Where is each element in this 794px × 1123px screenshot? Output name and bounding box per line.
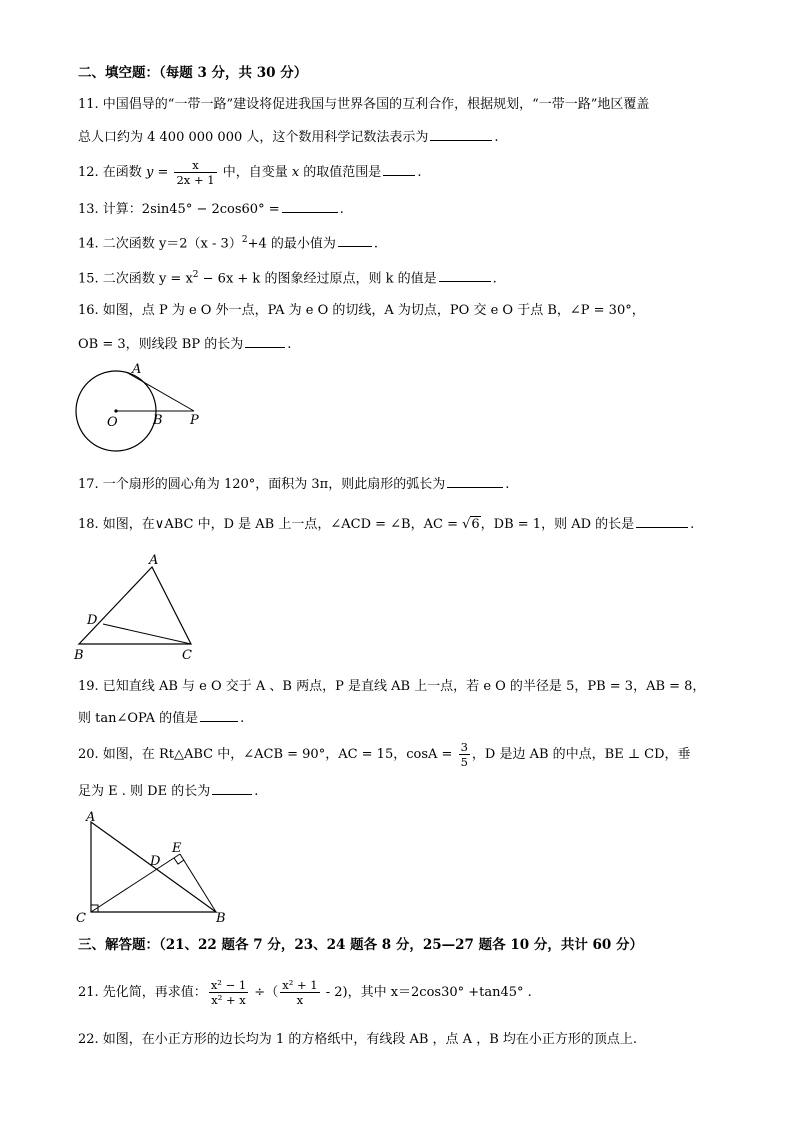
q12-end: . — [417, 165, 422, 180]
q11-line-2 — [78, 128, 499, 147]
q18-text-b: ，DB = 1，则 AD 的长是 — [480, 517, 635, 532]
answer-blank — [245, 335, 285, 348]
q19-line-1: 19. 已知直线 AB 与 e O 交于 A 、B 两点，P 是直线 AB 上一点，若 e O 的半径是 5，PB = 3，AB = 8， — [78, 679, 706, 694]
label-a: A — [86, 810, 96, 825]
q15-text-a: 15. 二次函数 y = x — [78, 271, 193, 287]
q12-var-x: x — [291, 165, 300, 180]
q21-prefix: 21. 先化简，再求值： — [78, 985, 207, 1000]
answer-blank — [439, 269, 491, 282]
answer-blank — [212, 782, 252, 795]
figure-triangle-abc — [70, 548, 210, 663]
q20-fraction — [459, 740, 470, 769]
q20-text-c: 足为 E . 则 DE 的长为 — [78, 784, 211, 799]
q20-text-a: 20. 如图，在 Rt△ABC 中，∠ACB = 90°，AC = 15，cosA = — [78, 747, 457, 762]
answer-blank — [636, 515, 688, 528]
q13-line — [78, 200, 344, 219]
q15-text-b: − 6x + k 的图象经过原点，则 k 的值是 — [198, 271, 437, 287]
q15-end: . — [492, 271, 497, 287]
label-c: C — [182, 648, 192, 663]
q16-line-2 — [78, 335, 291, 354]
q12-frac-num: x — [174, 158, 216, 173]
q19-end: . — [240, 711, 245, 726]
q21-f1-den: x² + x — [211, 993, 246, 1007]
label-a: A — [132, 362, 142, 377]
label-d: D — [150, 854, 161, 869]
q16-text: OB = 3，则线段 BP 的长为 — [78, 337, 244, 352]
answer-blank — [447, 475, 503, 488]
q14-text-a: 14. 二次函数 y＝2（x - 3） — [78, 236, 242, 252]
q17-text: 17. 一个扇形的圆心角为 120°，面积为 3π，则此扇形的弧长为 — [78, 477, 446, 492]
q12-line — [78, 158, 421, 188]
q20-line-2 — [78, 782, 258, 801]
q12-eq: = — [153, 165, 173, 180]
q20-frac-num: 3 — [460, 740, 468, 754]
label-e: E — [172, 841, 182, 856]
label-d: D — [87, 613, 98, 628]
q17-end: . — [505, 477, 510, 492]
q18-text-a: 18. 如图，在∨ABC 中，D 是 AB 上一点，∠ACD = ∠B，AC = — [78, 517, 463, 532]
q20-line-1 — [78, 738, 691, 772]
label-b: B — [74, 648, 84, 663]
q21-div: ÷（ — [250, 985, 279, 1000]
answer-blank — [430, 128, 492, 141]
q15-line — [78, 266, 497, 288]
answer-blank — [200, 709, 238, 722]
answer-blank — [383, 163, 415, 176]
q11-end: . — [494, 130, 499, 145]
q11-line-1: 11. 中国倡导的“一带一路”建设将促进我国与世界各国的互利合作，根据规划，“一带一路”地区覆盖 — [78, 97, 650, 112]
figure-right-triangle — [72, 808, 242, 923]
segment-ce — [91, 854, 180, 912]
section-2-title: 二、填空题：（每题 3 分，共 30 分） — [78, 65, 308, 81]
q21-fraction-2 — [280, 978, 319, 1007]
q14-sup: 2 — [241, 235, 248, 245]
q12-var-y: y — [145, 165, 154, 180]
q12-mid: 中，自变量 — [218, 165, 292, 180]
q21-line — [78, 975, 532, 1011]
section-3-title: 三、解答题：（21、22 题各 7 分，23、24 题各 8 分，25—27 题各 10 分，共计 60 分） — [78, 937, 644, 953]
q11-text: 总人口约为 4 400 000 000 人，这个数用科学记数法表示为 — [78, 130, 429, 145]
triangle-abc — [79, 567, 191, 644]
q16-end: . — [287, 337, 292, 352]
q12-fraction — [174, 158, 216, 187]
q21-fraction-1 — [209, 978, 248, 1007]
label-p: P — [190, 413, 199, 428]
q14-text-b: +4 的最小值为 — [247, 236, 336, 252]
segment-cd — [103, 624, 191, 644]
q21-suffix: - 2)，其中 x＝2cos30° +tan45° . — [321, 985, 532, 1000]
q14-end: . — [373, 236, 378, 252]
q14-line — [78, 231, 378, 253]
q15-sup: 2 — [192, 270, 199, 280]
tangent-pa — [126, 372, 194, 411]
label-o: O — [107, 415, 118, 430]
q16-line-1: 16. 如图，点 P 为 e O 外一点，PA 为 e O 的切线，A 为切点，PO 交 e O 于点 B，∠P = 30°， — [78, 303, 645, 318]
label-b: B — [216, 911, 226, 923]
segment-be — [180, 854, 216, 912]
label-b: B — [153, 413, 163, 428]
q13-end: . — [339, 202, 344, 217]
q18-end: . — [690, 517, 695, 532]
q20-end: . — [254, 784, 259, 799]
q21-f2-num: x² + 1 — [282, 978, 318, 992]
q20-text-b: ，D 是边 AB 的中点，BE ⊥ CD，垂 — [471, 747, 691, 762]
q20-frac-den: 5 — [460, 755, 468, 769]
q12-frac-den: 2x + 1 — [176, 173, 215, 187]
figure-circle-tangent — [70, 360, 220, 460]
center-point — [114, 409, 117, 412]
q19-line-2 — [78, 709, 244, 728]
q12-prefix: 12. 在函数 — [78, 165, 146, 180]
label-a: A — [149, 553, 159, 568]
q18-sqrt: 6 — [471, 517, 480, 532]
answer-blank — [282, 200, 338, 213]
label-c: C — [76, 911, 86, 923]
q21-f1-num: x² − 1 — [210, 978, 247, 992]
q18-line: 18. 如图，在∨ABC 中，D 是 AB 上一点，∠ACD = ∠B，AC = √6，DB = 1，则 AD 的长是 . — [78, 517, 695, 532]
q17-line — [78, 475, 509, 494]
q19-text: 则 tan∠OPA 的值是 — [78, 711, 199, 726]
q21-f2-den: x — [296, 993, 304, 1007]
q13-text: 13. 计算：2sin45° − 2cos60° = — [78, 202, 280, 217]
q12-suffix: 的取值范围是 — [299, 165, 382, 180]
q22-line: 22. 如图，在小正方形的边长均为 1 的方格纸中，有线段 AB ，点 A ，B 均在小正方形的顶点上. — [78, 1032, 638, 1047]
answer-blank — [338, 234, 372, 247]
